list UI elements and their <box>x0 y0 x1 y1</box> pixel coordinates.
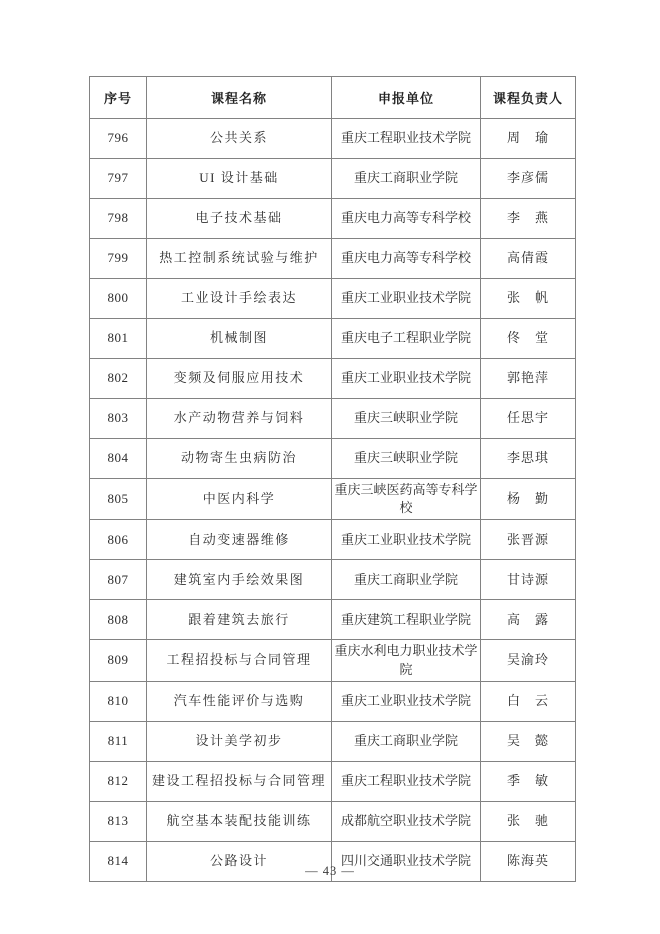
table-row <box>90 640 576 681</box>
cell-declaring-unit: 重庆电力高等专科学校 <box>332 199 481 239</box>
cell-course-name: 公共关系 <box>147 119 332 159</box>
cell-course-name: 跟着建筑去旅行 <box>147 600 332 640</box>
course-table <box>89 76 576 882</box>
table-row <box>90 681 576 721</box>
cell-course-leader: 季 敏 <box>481 761 576 801</box>
cell-serial-number: 802 <box>90 359 147 399</box>
cell-serial-number: 812 <box>90 761 147 801</box>
cell-declaring-unit: 重庆工业职业技术学院 <box>332 359 481 399</box>
cell-course-name: 水产动物营养与饲料 <box>147 399 332 439</box>
cell-serial-number: 808 <box>90 600 147 640</box>
header-cell-course: 课程名称 <box>147 77 332 119</box>
cell-serial-number: 810 <box>90 681 147 721</box>
cell-serial-number: 801 <box>90 319 147 359</box>
cell-course-leader: 陈海英 <box>481 841 576 881</box>
cell-serial-number: 805 <box>90 479 147 520</box>
cell-serial-number: 809 <box>90 640 147 681</box>
cell-serial-number: 813 <box>90 801 147 841</box>
cell-course-leader: 吴 懿 <box>481 721 576 761</box>
table-row <box>90 199 576 239</box>
cell-course-name: 机械制图 <box>147 319 332 359</box>
cell-serial-number: 806 <box>90 520 147 560</box>
table-row <box>90 279 576 319</box>
cell-course-name: 动物寄生虫病防治 <box>147 439 332 479</box>
cell-serial-number: 797 <box>90 159 147 199</box>
header-cell-no: 序号 <box>90 77 147 119</box>
page-footer <box>0 864 660 879</box>
header-cell-unit: 申报单位 <box>332 77 481 119</box>
cell-declaring-unit: 四川交通职业技术学院 <box>332 841 481 881</box>
cell-course-name: 工业设计手绘表达 <box>147 279 332 319</box>
cell-declaring-unit: 成都航空职业技术学院 <box>332 801 481 841</box>
cell-course-name: 中医内科学 <box>147 479 332 520</box>
cell-course-leader: 高 露 <box>481 600 576 640</box>
cell-course-name: 变频及伺服应用技术 <box>147 359 332 399</box>
cell-course-leader: 杨 勤 <box>481 479 576 520</box>
cell-course-leader: 张 帆 <box>481 279 576 319</box>
table-row <box>90 520 576 560</box>
table-row <box>90 359 576 399</box>
table-row <box>90 119 576 159</box>
cell-declaring-unit: 重庆工业职业技术学院 <box>332 520 481 560</box>
cell-course-leader: 任思宇 <box>481 399 576 439</box>
table-row <box>90 801 576 841</box>
table-row <box>90 439 576 479</box>
course-table-body <box>90 119 576 882</box>
cell-course-leader: 李彦儒 <box>481 159 576 199</box>
cell-course-leader: 张 驰 <box>481 801 576 841</box>
table-row <box>90 159 576 199</box>
table-row <box>90 399 576 439</box>
table-row <box>90 761 576 801</box>
cell-declaring-unit: 重庆水利电力职业技术学院 <box>332 640 481 681</box>
cell-course-leader: 李 燕 <box>481 199 576 239</box>
cell-declaring-unit: 重庆工商职业学院 <box>332 560 481 600</box>
cell-declaring-unit: 重庆工业职业技术学院 <box>332 681 481 721</box>
cell-declaring-unit: 重庆三峡职业学院 <box>332 439 481 479</box>
cell-serial-number: 804 <box>90 439 147 479</box>
cell-course-leader: 周 瑜 <box>481 119 576 159</box>
cell-serial-number: 799 <box>90 239 147 279</box>
table-row <box>90 560 576 600</box>
cell-declaring-unit: 重庆电力高等专科学校 <box>332 239 481 279</box>
cell-course-name: 电子技术基础 <box>147 199 332 239</box>
cell-course-name: 自动变速器维修 <box>147 520 332 560</box>
table-row <box>90 479 576 520</box>
header-cell-leader: 课程负责人 <box>481 77 576 119</box>
table-row <box>90 600 576 640</box>
cell-course-name: 公路设计 <box>147 841 332 881</box>
cell-declaring-unit: 重庆工程职业技术学院 <box>332 119 481 159</box>
cell-declaring-unit: 重庆工商职业学院 <box>332 159 481 199</box>
cell-course-leader: 高倩霞 <box>481 239 576 279</box>
cell-course-leader: 甘诗源 <box>481 560 576 600</box>
page-number: — 43 — <box>305 864 355 878</box>
cell-course-name: 建筑室内手绘效果图 <box>147 560 332 600</box>
cell-serial-number: 803 <box>90 399 147 439</box>
cell-course-name: 建设工程招投标与合同管理 <box>147 761 332 801</box>
cell-declaring-unit: 重庆电子工程职业学院 <box>332 319 481 359</box>
cell-serial-number: 796 <box>90 119 147 159</box>
cell-course-leader: 李思琪 <box>481 439 576 479</box>
cell-course-name: 设计美学初步 <box>147 721 332 761</box>
cell-course-name: 工程招投标与合同管理 <box>147 640 332 681</box>
cell-course-name: UI 设计基础 <box>147 159 332 199</box>
cell-course-leader: 张晋源 <box>481 520 576 560</box>
table-row <box>90 319 576 359</box>
cell-serial-number: 800 <box>90 279 147 319</box>
table-row <box>90 239 576 279</box>
cell-course-leader: 白 云 <box>481 681 576 721</box>
cell-course-name: 热工控制系统试验与维护 <box>147 239 332 279</box>
cell-declaring-unit: 重庆三峡医药高等专科学校 <box>332 479 481 520</box>
cell-serial-number: 798 <box>90 199 147 239</box>
cell-course-name: 航空基本装配技能训练 <box>147 801 332 841</box>
cell-course-name: 汽车性能评价与选购 <box>147 681 332 721</box>
table-row <box>90 721 576 761</box>
cell-serial-number: 811 <box>90 721 147 761</box>
table-header-row <box>90 77 576 119</box>
cell-declaring-unit: 重庆工业职业技术学院 <box>332 279 481 319</box>
cell-declaring-unit: 重庆工程职业技术学院 <box>332 761 481 801</box>
cell-course-leader: 佟 堂 <box>481 319 576 359</box>
cell-serial-number: 814 <box>90 841 147 881</box>
cell-declaring-unit: 重庆工商职业学院 <box>332 721 481 761</box>
cell-course-leader: 吴渝玲 <box>481 640 576 681</box>
cell-declaring-unit: 重庆建筑工程职业学院 <box>332 600 481 640</box>
cell-course-leader: 郭艳萍 <box>481 359 576 399</box>
cell-serial-number: 807 <box>90 560 147 600</box>
cell-declaring-unit: 重庆三峡职业学院 <box>332 399 481 439</box>
